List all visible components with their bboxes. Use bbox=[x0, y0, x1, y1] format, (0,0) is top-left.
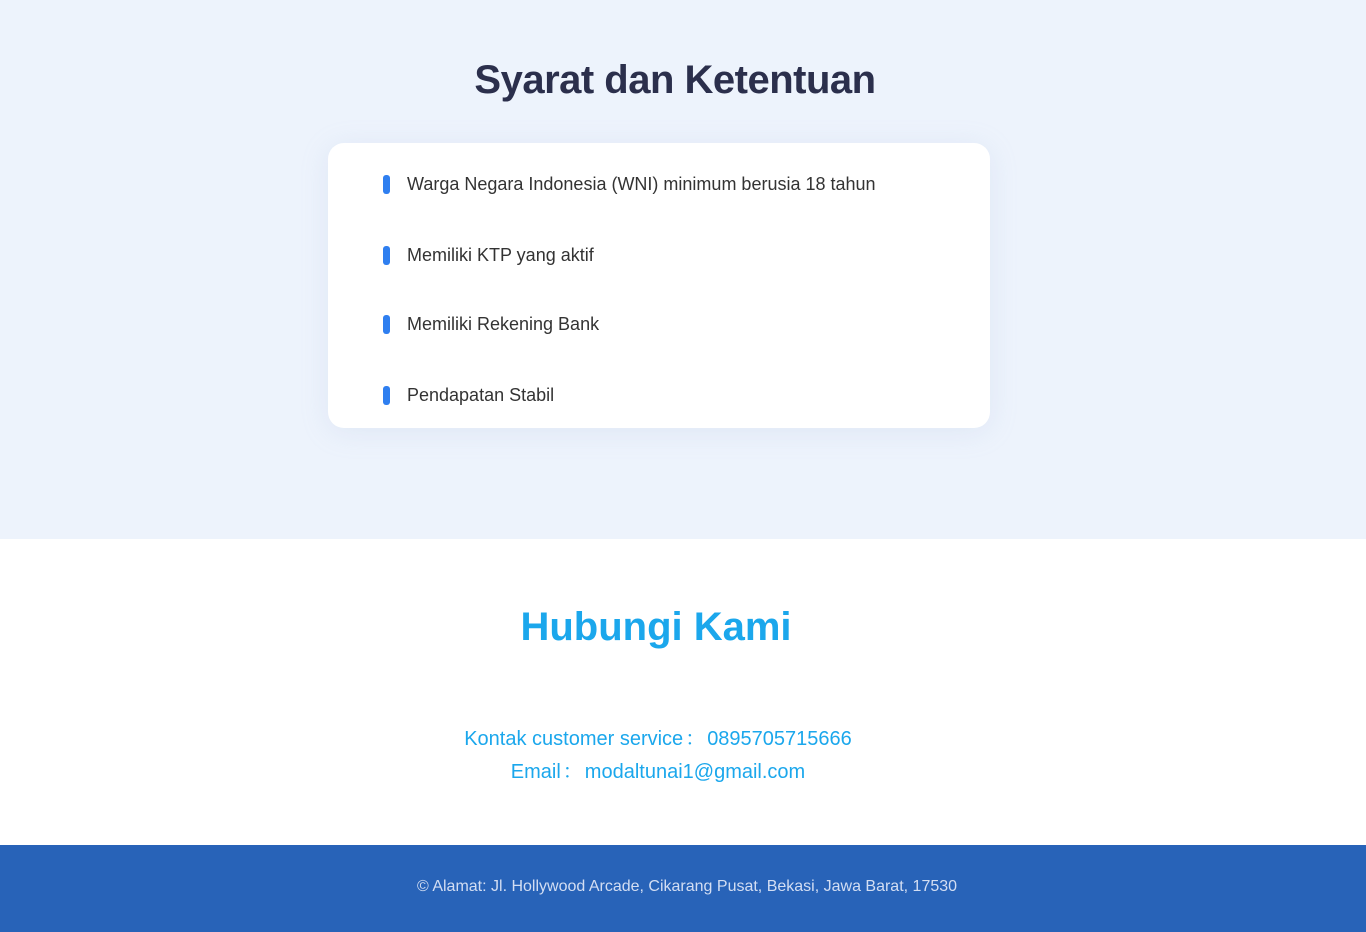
term-item bbox=[383, 383, 554, 407]
bullet-bar-icon bbox=[383, 315, 390, 334]
bullet-bar-icon bbox=[383, 175, 390, 194]
bullet-bar-icon bbox=[383, 246, 390, 265]
footer bbox=[0, 845, 1366, 932]
term-text: Warga Negara Indonesia (WNI) minimum berusia 18 tahun bbox=[407, 173, 876, 194]
terms-title: Syarat dan Ketentuan bbox=[474, 58, 876, 102]
contact-title: Hubungi Kami bbox=[520, 605, 792, 649]
term-item bbox=[383, 312, 599, 336]
contact-section bbox=[0, 539, 1366, 845]
term-text: Pendapatan Stabil bbox=[407, 384, 555, 405]
email-contact-line bbox=[0, 755, 1316, 784]
cs-label: Kontak customer service bbox=[464, 728, 684, 750]
cs-contact-line bbox=[0, 722, 1316, 751]
email-address[interactable]: modaltunai1@gmail.com bbox=[584, 761, 806, 783]
term-item bbox=[383, 172, 876, 196]
email-label: Email bbox=[510, 761, 561, 783]
term-text: Memiliki KTP yang aktif bbox=[407, 244, 594, 265]
email-separator: ： bbox=[562, 761, 583, 783]
bullet-bar-icon bbox=[383, 386, 390, 405]
terms-card bbox=[328, 143, 990, 428]
term-item bbox=[383, 243, 594, 267]
cs-separator: ： bbox=[685, 728, 706, 750]
footer-address: © Alamat: Jl. Hollywood Arcade, Cikarang Pusat, Bekasi, Jawa Barat, 17530 bbox=[416, 878, 958, 895]
cs-phone-number[interactable]: 0895705715666 bbox=[707, 728, 852, 750]
term-text: Memiliki Rekening Bank bbox=[407, 313, 600, 334]
